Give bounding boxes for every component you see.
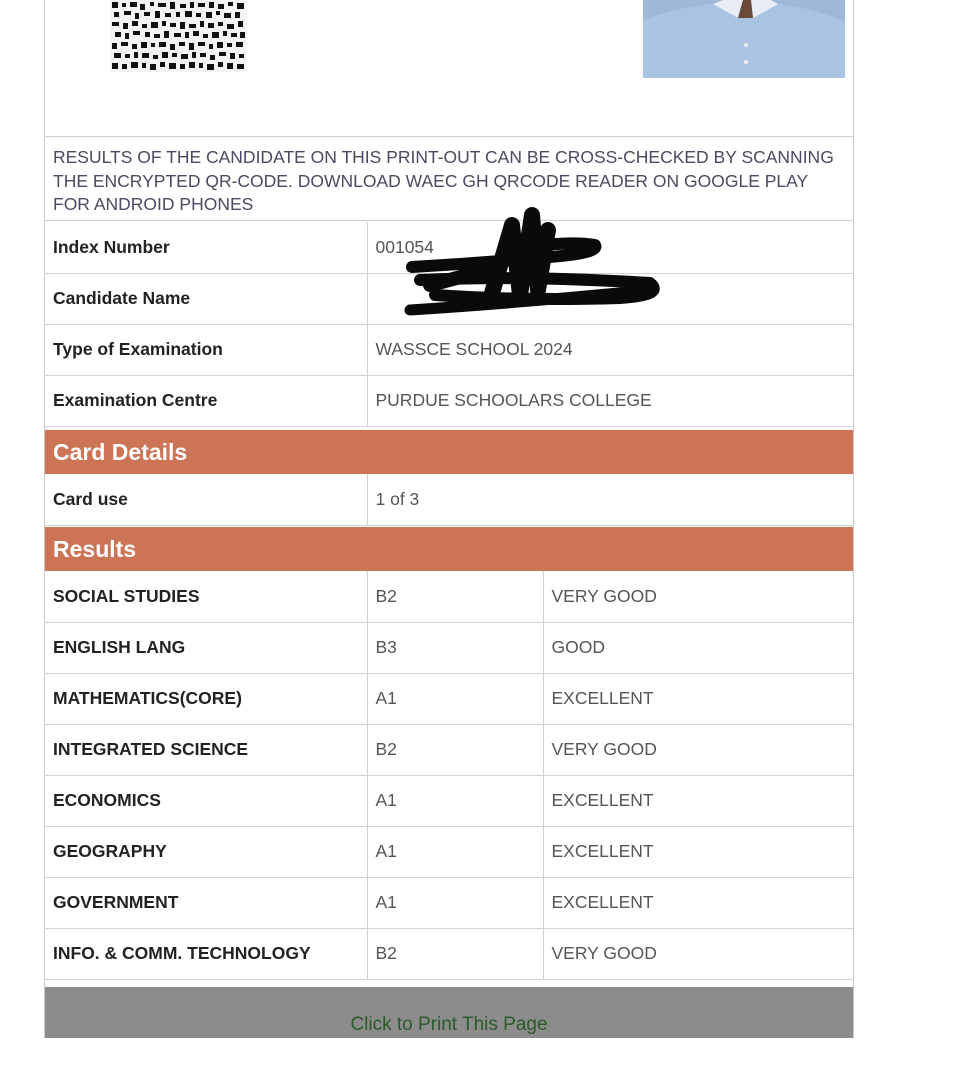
subject-name: SOCIAL STUDIES xyxy=(45,571,367,622)
table-row xyxy=(45,724,853,775)
subject-remark: EXCELLENT xyxy=(543,877,853,928)
subject-name: INFO. & COMM. TECHNOLOGY xyxy=(45,928,367,979)
result-sheet xyxy=(44,0,854,1038)
subject-name: MATHEMATICS(CORE) xyxy=(45,673,367,724)
subject-remark: VERY GOOD xyxy=(543,928,853,979)
results-table xyxy=(45,571,853,980)
redaction-scribble xyxy=(400,205,670,325)
print-page-button[interactable]: Click to Print This Page xyxy=(45,987,853,1038)
card-details-table xyxy=(45,474,853,526)
card-use-value: 1 of 3 xyxy=(367,474,853,525)
subject-remark: VERY GOOD xyxy=(543,571,853,622)
table-row xyxy=(45,324,853,375)
subject-grade: A1 xyxy=(367,877,543,928)
table-row xyxy=(45,474,853,525)
card-use-label: Card use xyxy=(45,474,367,525)
subject-name: GEOGRAPHY xyxy=(45,826,367,877)
table-row xyxy=(45,775,853,826)
table-row xyxy=(45,375,853,426)
subject-name: INTEGRATED SCIENCE xyxy=(45,724,367,775)
index-number-label: Index Number xyxy=(45,222,367,273)
qr-code xyxy=(110,0,247,72)
exam-centre-label: Examination Centre xyxy=(45,375,367,426)
subject-remark: GOOD xyxy=(543,622,853,673)
exam-type-value: WASSCE SCHOOL 2024 xyxy=(367,324,853,375)
subject-name: GOVERNMENT xyxy=(45,877,367,928)
exam-type-label: Type of Examination xyxy=(45,324,367,375)
candidate-name-label: Candidate Name xyxy=(45,273,367,324)
table-row xyxy=(45,928,853,979)
results-header: Results xyxy=(45,527,853,571)
subject-grade: A1 xyxy=(367,673,543,724)
table-row xyxy=(45,673,853,724)
exam-centre-value: PURDUE SCHOOLARS COLLEGE xyxy=(367,375,853,426)
subject-grade: A1 xyxy=(367,826,543,877)
subject-grade: B2 xyxy=(367,571,543,622)
subject-grade: B2 xyxy=(367,724,543,775)
verification-notice: RESULTS OF THE CANDIDATE ON THIS PRINT-OUT CAN BE CROSS-CHECKED BY SCANNING THE ENCRYPTED QR-CODE. DOWNLOAD WAEC GH QRCODE READER ON GOOGLE PLAY FOR ANDROID PHONES xyxy=(45,136,853,221)
table-row xyxy=(45,571,853,622)
index-number-value: 001054 xyxy=(367,222,853,273)
subject-grade: B3 xyxy=(367,622,543,673)
table-row xyxy=(45,826,853,877)
subject-grade: A1 xyxy=(367,775,543,826)
table-row xyxy=(45,622,853,673)
subject-remark: EXCELLENT xyxy=(543,775,853,826)
subject-grade: B2 xyxy=(367,928,543,979)
subject-remark: EXCELLENT xyxy=(543,673,853,724)
subject-remark: VERY GOOD xyxy=(543,724,853,775)
subject-name: ECONOMICS xyxy=(45,775,367,826)
candidate-photo xyxy=(643,0,845,78)
card-details-header: Card Details xyxy=(45,430,853,474)
table-row xyxy=(45,877,853,928)
subject-remark: EXCELLENT xyxy=(543,826,853,877)
subject-name: ENGLISH LANG xyxy=(45,622,367,673)
